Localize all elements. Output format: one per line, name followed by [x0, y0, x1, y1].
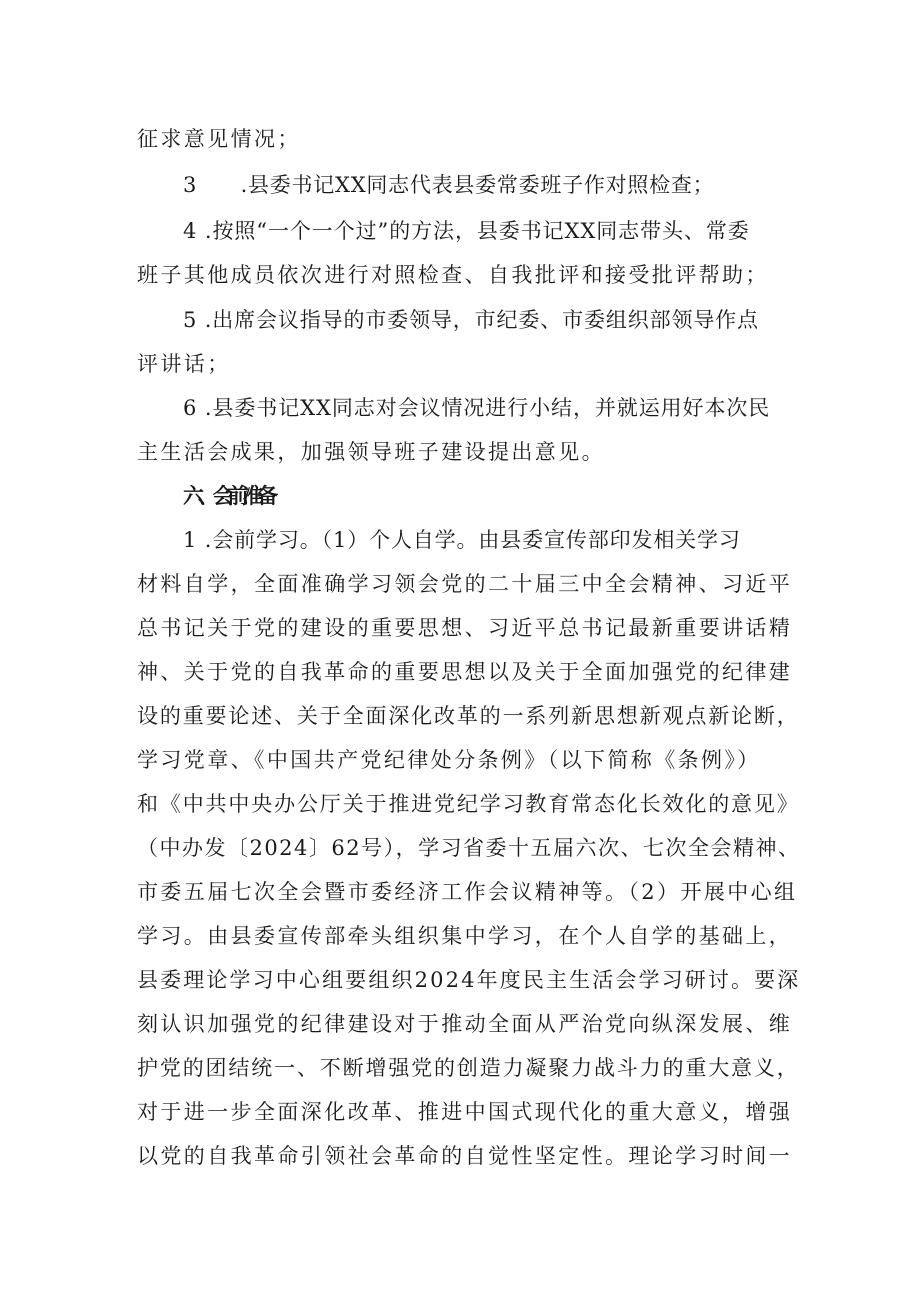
- list-item-6-continuation: 主生活会成果，加强领导班子建设提出意见。: [137, 440, 605, 464]
- paragraph-line: 对于进一步全面深化改革、推进中国式现代化的重大意义，增强: [137, 1100, 793, 1124]
- paragraph-line: 以党的自我革命引领社会革命的自觉性坚定性。理论学习时间一: [137, 1144, 793, 1168]
- list-item-4-continuation: 班子其他成员依次进行对照检查、自我批评和接受批评帮助；: [137, 263, 769, 287]
- section-heading: 六、会前准备: [183, 484, 272, 508]
- paragraph-line: 1 .会前学习。（1）个人自学。由县委宣传部印发相关学习: [183, 528, 741, 552]
- paragraph-line: 刻认识加强党的纪律建设对于推动全面从严治党向纵深发展、维: [137, 1012, 793, 1036]
- paragraph-line: （中办发〔2024〕62号），学习省委十五届六次、七次全会精神、: [137, 836, 801, 860]
- paragraph-line: 材料自学，全面准确学习领会党的二十届三中全会精神、习近平: [137, 572, 793, 596]
- list-item-3: 3 .县委书记XX同志代表县委常委班子作对照检查；: [183, 173, 715, 197]
- paragraph-line: 县委理论学习中心组要组织2024年度民主生活会学习研讨。要深: [137, 968, 801, 992]
- list-item-5: 5 .出席会议指导的市委领导，市纪委、市委组织部领导作点: [183, 308, 759, 332]
- paragraph-line: 和《中共中央办公厅关于推进党纪学习教育常态化长效化的意见》: [137, 792, 800, 816]
- paragraph-line: 护党的团结统一、不断增强党的创造力凝聚力战斗力的重大意义，: [137, 1056, 800, 1080]
- paragraph-line: 学习。由县委宣传部牵头组织集中学习，在个人自学的基础上，: [137, 924, 793, 948]
- list-item-5-continuation: 评讲话；: [137, 352, 231, 376]
- text-line-continuation: 征求意见情况；: [137, 127, 301, 151]
- paragraph-line: 学习党章、《中国共产党纪律处分条例》（以下简称《条例》）: [137, 748, 761, 772]
- list-item-4: 4 .按照“一个一个过”的方法，县委书记XX同志带头、常委: [183, 219, 750, 243]
- list-item-6: 6 .县委书记XX同志对会议情况进行小结，并就运用好本次民: [183, 396, 771, 420]
- paragraph-line: 设的重要论述、关于全面深化改革的一系列新思想新观点新论断，: [137, 704, 800, 728]
- paragraph-line: 市委五届七次全会暨市委经济工作会议精神等。（2）开展中心组: [137, 880, 798, 904]
- paragraph-line: 神、关于党的自我革命的重要思想以及关于全面加强党的纪律建: [137, 660, 793, 684]
- paragraph-line: 总书记关于党的建设的重要思想、习近平总书记最新重要讲话精: [137, 616, 793, 640]
